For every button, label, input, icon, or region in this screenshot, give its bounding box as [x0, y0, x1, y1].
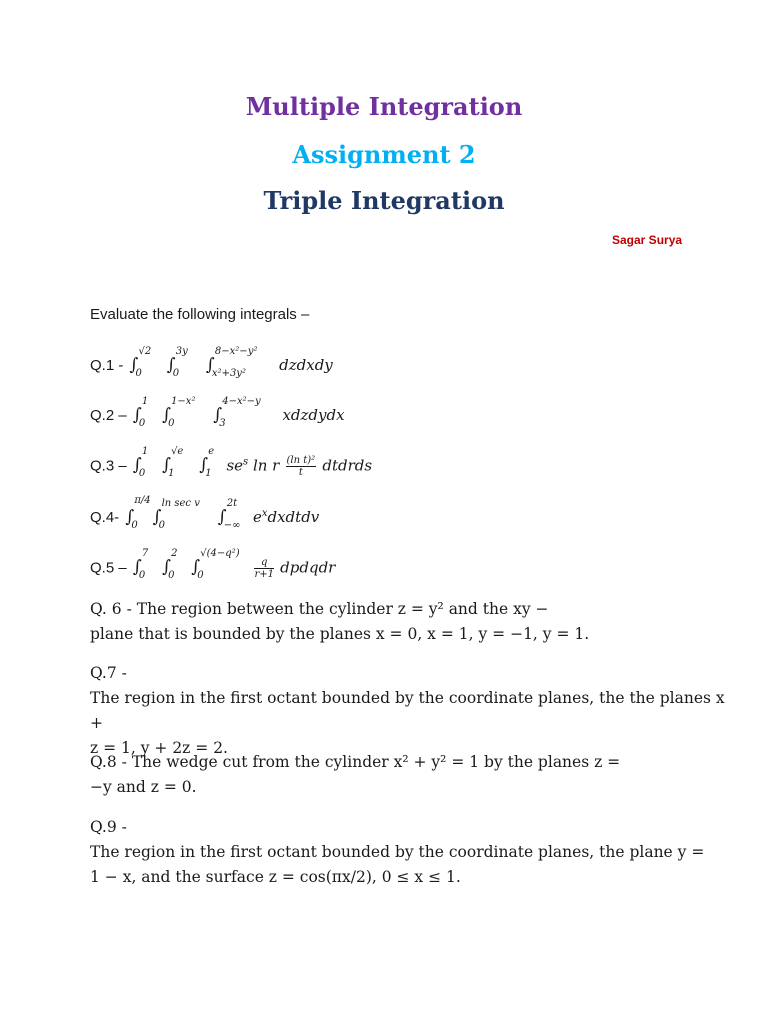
instructions-text: Evaluate the following integrals – — [90, 306, 310, 323]
fraction: $\frac{q}{r+1}$ — [254, 557, 274, 580]
question-7-line-2: z = 1, y + 2z = 2. — [90, 739, 228, 757]
integral-sign: ∫ 2 0 — [162, 548, 178, 582]
integrand-differentials: dpdqdr — [280, 558, 336, 577]
integrand-exponent: s — [243, 456, 249, 468]
integrand-differentials: dxdtdv — [267, 508, 320, 526]
question-8-line-1: Q.8 - The wedge cut from the cylinder x² + y² = 1 by the planes z = — [90, 753, 621, 771]
question-7-label: Q.7 - — [90, 664, 127, 682]
integrand-differentials: dtdrds — [322, 456, 373, 475]
question-label: Q.5 – — [90, 559, 127, 577]
integral-sign: ∫ 4−x²−y 3 — [213, 396, 261, 429]
integral-sign: ∫ ln sec v 0 — [152, 498, 200, 531]
integrand-exponent: x — [261, 508, 268, 519]
question-6-line-2: plane that is bounded by the planes x = 0, x = 1, y = −1, y = 1. — [90, 625, 590, 643]
integral-sign: ∫ 8−x²−y² x²+3y² — [205, 346, 258, 379]
integrand-prefix: se — [226, 456, 244, 475]
integral-sign: ∫ π/4 0 — [125, 495, 151, 531]
question-label: Q.2 – — [90, 407, 127, 424]
question-1 — [90, 346, 333, 379]
integral-sign: ∫ 1 0 — [132, 446, 149, 480]
question-label: Q.3 – — [90, 457, 127, 475]
question-4 — [90, 495, 320, 531]
integral-sign: ∫ e 1 — [199, 446, 215, 480]
integral-sign: ∫ 1−x² 0 — [162, 396, 196, 429]
integral-sign: ∫ 7 0 — [132, 548, 149, 582]
integral-sign: ∫ 3y 0 — [166, 346, 188, 379]
question-8-line-2: −y and z = 0. — [90, 778, 197, 796]
question-3 — [90, 446, 373, 480]
question-9 — [90, 815, 730, 890]
question-7-line-1: The region in the first octant bounded by the coordinate planes, the the planes x + — [90, 689, 725, 732]
document-title: Multiple Integration — [245, 92, 523, 121]
integral-sign: ∫ 1 0 — [132, 396, 149, 429]
integral-sign: ∫ √(4−q²) 0 — [191, 548, 240, 582]
integrand: xdzdydx — [282, 406, 345, 424]
integrand-base: e — [252, 508, 262, 526]
integrand-log: ln r — [248, 456, 280, 475]
question-6 — [90, 597, 730, 647]
question-8 — [90, 750, 730, 800]
integral-sign: ∫ √2 0 — [129, 346, 152, 379]
topic-heading: Triple Integration — [263, 186, 505, 215]
question-6-line-1: Q. 6 - The region between the cylinder z = y² and the xy − — [90, 600, 549, 618]
question-label: Q.1 - — [90, 357, 124, 374]
integral-sign: ∫ √e 1 — [162, 446, 184, 480]
fraction: $\frac{\text{(ln t)²}}{t}$ — [286, 455, 316, 478]
question-9-line-1: The region in the first octant bounded by the coordinate planes, the plane y = — [90, 843, 705, 861]
question-9-label: Q.9 - — [90, 818, 127, 836]
question-2 — [90, 396, 345, 429]
question-9-line-2: 1 − x, and the surface z = cos(πx/2), 0 ≤ x ≤ 1. — [90, 868, 461, 886]
integrand: dzdxdy — [279, 356, 333, 374]
question-7 — [90, 661, 730, 761]
integral-sign: ∫ 2t −∞ — [217, 498, 241, 531]
author-name: Sagar Surya — [612, 233, 683, 247]
question-label: Q.4- — [90, 509, 120, 526]
question-5 — [90, 548, 336, 582]
assignment-subtitle: Assignment 2 — [292, 140, 476, 169]
